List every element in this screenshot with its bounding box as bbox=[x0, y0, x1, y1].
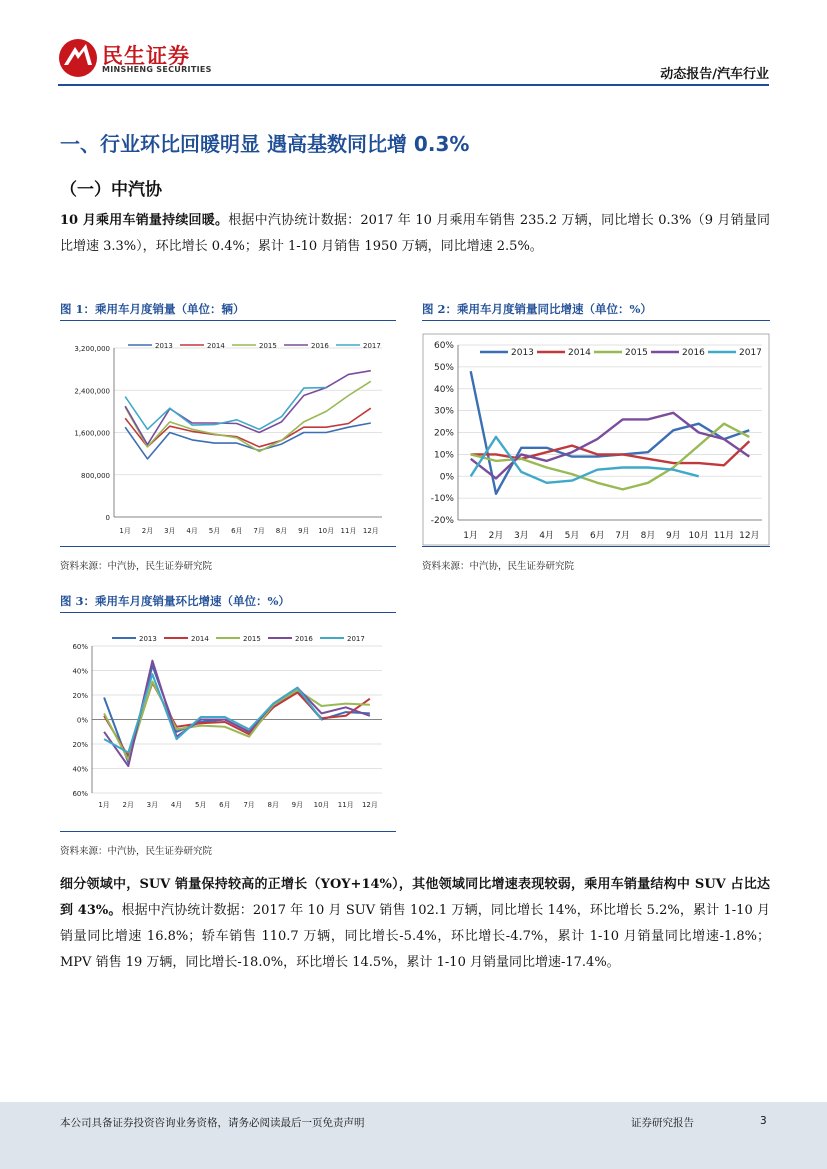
fig2-top-rule bbox=[422, 320, 770, 321]
legend-label-2016: 2016 bbox=[682, 348, 705, 358]
logo-cn-text: 民生证券 bbox=[102, 44, 190, 68]
legend-label-2017: 2017 bbox=[363, 342, 381, 350]
paragraph-1-body: 根据中汽协统计数据：2017 年 10 月乘用车销售 235.2 万辆，同比增长 0.3%（9 月销量同比增速 3.3%），环比增长 0.4%；累计 1-10 月销售 1950 万辆，同比增速 2.5%。 bbox=[60, 213, 770, 254]
y-tick-label: 50% bbox=[433, 362, 454, 373]
legend-label-2014: 2014 bbox=[568, 348, 591, 358]
x-tick-label: 5月 bbox=[564, 531, 580, 541]
x-tick-label: 8月 bbox=[275, 527, 288, 535]
x-tick-label: 4月 bbox=[539, 531, 555, 541]
fig3-title: 图 3：乘用车月度销量环比增速（单位：%） bbox=[60, 594, 290, 608]
y-tick-label: 30% bbox=[433, 406, 454, 417]
fig1-title: 图 1：乘用车月度销量（单位：辆） bbox=[60, 302, 245, 316]
legend-label-2015: 2015 bbox=[259, 342, 277, 350]
series-line-2016 bbox=[104, 661, 370, 766]
series-line-2013 bbox=[104, 666, 370, 763]
legend-label-2015: 2015 bbox=[243, 635, 261, 643]
logo-mark-icon bbox=[58, 38, 98, 78]
x-tick-label: 3月 bbox=[146, 801, 159, 809]
fig3-bottom-rule bbox=[60, 831, 396, 832]
x-tick-label: 11月 bbox=[340, 527, 357, 535]
x-tick-label: 12月 bbox=[362, 527, 379, 535]
legend-label-2014: 2014 bbox=[191, 635, 209, 643]
x-tick-label: 5月 bbox=[195, 801, 207, 809]
x-tick-label: 12月 bbox=[739, 531, 760, 541]
x-tick-label: 1月 bbox=[98, 801, 110, 809]
header-divider bbox=[58, 84, 769, 86]
footer-disclaimer: 本公司具备证券投资咨询业务资格，请务必阅读最后一页免责声明 bbox=[60, 1117, 365, 1129]
x-tick-label: 8月 bbox=[267, 801, 279, 809]
y-tick-label: 40% bbox=[72, 765, 88, 774]
x-tick-label: 1月 bbox=[119, 527, 131, 535]
fig2-title: 图 2：乘用车月度销量同比增速（单位：%） bbox=[422, 302, 652, 316]
y-tick-label: 20% bbox=[72, 692, 88, 700]
y-tick-label: 60% bbox=[433, 341, 454, 351]
footer-doc-type: 证券研究报告 bbox=[631, 1117, 694, 1129]
footer-bar bbox=[0, 1102, 827, 1169]
logo-en-text: MINSHENG SECURITIES bbox=[102, 65, 212, 74]
y-tick-label: 20% bbox=[72, 741, 88, 749]
x-tick-label: 5月 bbox=[208, 527, 221, 535]
x-tick-label: 3月 bbox=[164, 527, 176, 535]
x-tick-label: 1月 bbox=[463, 531, 479, 541]
y-tick-label: 0% bbox=[76, 716, 88, 725]
x-tick-label: 4月 bbox=[170, 801, 183, 809]
y-tick-label: -10% bbox=[430, 494, 454, 505]
x-tick-label: 10月 bbox=[313, 801, 330, 809]
page-number: 3 bbox=[760, 1115, 767, 1127]
x-tick-label: 2月 bbox=[122, 801, 134, 809]
fig1-top-rule bbox=[60, 320, 396, 321]
y-tick-label: 3,200,000 bbox=[74, 345, 110, 353]
x-tick-label: 6月 bbox=[219, 801, 231, 809]
y-tick-label: 20% bbox=[433, 428, 454, 439]
y-tick-label: 60% bbox=[72, 643, 88, 651]
paragraph-1 bbox=[60, 208, 770, 260]
legend-label-2013: 2013 bbox=[155, 342, 173, 350]
paragraph-2-lead: 细分领域中，SUV 销量保持较高的正增长（YOY+14%），其他领域同比增速表现较弱，乘用车销量结构中 SUV 占比达到 43%。 bbox=[60, 877, 770, 918]
x-tick-label: 6月 bbox=[589, 531, 605, 541]
fig3-source: 资料来源：中汽协，民生证券研究院 bbox=[60, 846, 213, 857]
x-tick-label: 9月 bbox=[665, 531, 681, 541]
report-type: 动态报告/汽车行业 bbox=[660, 67, 769, 82]
x-tick-label: 7月 bbox=[253, 527, 265, 535]
y-tick-label: 60% bbox=[72, 790, 88, 798]
x-tick-label: 11月 bbox=[337, 801, 354, 809]
fig1-source: 资料来源：中汽协，民生证券研究院 bbox=[60, 561, 213, 572]
fig3-top-rule bbox=[60, 612, 396, 613]
fig1-bottom-rule bbox=[60, 546, 396, 547]
x-tick-label: 12月 bbox=[361, 801, 378, 809]
y-tick-label: 800,000 bbox=[81, 471, 110, 480]
x-tick-label: 7月 bbox=[615, 531, 631, 541]
section-heading: 一、行业环比回暖明显 遇高基数同比增 0.3% bbox=[60, 132, 470, 156]
fig3-chart bbox=[60, 625, 396, 825]
y-tick-label: 10% bbox=[433, 450, 454, 461]
series-line-2017 bbox=[104, 674, 322, 752]
x-tick-label: 2月 bbox=[488, 531, 504, 541]
subsection-heading: （一）中汽协 bbox=[60, 180, 162, 200]
x-tick-label: 8月 bbox=[640, 531, 656, 541]
x-tick-label: 10月 bbox=[318, 527, 335, 535]
legend-label-2013: 2013 bbox=[139, 635, 157, 643]
x-tick-label: 10月 bbox=[688, 531, 709, 541]
logo bbox=[58, 38, 228, 80]
x-tick-label: 7月 bbox=[243, 801, 255, 809]
legend-label-2017: 2017 bbox=[739, 348, 762, 358]
x-tick-label: 11月 bbox=[713, 531, 735, 541]
x-tick-label: 4月 bbox=[186, 527, 198, 535]
paragraph-2-body: 根据中汽协统计数据：2017 年 10 月 SUV 销售 102.1 万辆，同比增长 14%，环比增长 5.2%，累计 1-10 月销量同比增速 16.8%；轿车销售 110.7 万辆，同比增长-5.4%，环比增长-4.7%，累计 1-10 月销量同比增速-1.8%；MPV 销售 19 万辆，同比增长-18.0%，环比增长 14.5%，累计 1-10 月销量同比增速-17.4%。 bbox=[60, 903, 770, 970]
y-tick-label: 2,400,000 bbox=[74, 387, 110, 396]
x-tick-label: 6月 bbox=[231, 527, 243, 535]
legend-label-2016: 2016 bbox=[311, 342, 329, 350]
x-tick-label: 2月 bbox=[141, 527, 154, 535]
paragraph-1-lead: 10 月乘用车销量持续回暖。 bbox=[60, 213, 229, 228]
y-tick-label: 0% bbox=[439, 472, 454, 483]
fig2-bottom-rule bbox=[422, 546, 770, 547]
fig1-chart bbox=[60, 330, 396, 543]
y-tick-label: 0 bbox=[105, 514, 110, 522]
y-tick-label: -20% bbox=[430, 516, 454, 526]
legend-label-2015: 2015 bbox=[625, 348, 648, 358]
y-tick-label: 40% bbox=[72, 667, 88, 676]
x-tick-label: 9月 bbox=[291, 801, 304, 809]
legend-label-2013: 2013 bbox=[511, 348, 534, 358]
legend-label-2014: 2014 bbox=[207, 342, 225, 350]
legend-label-2016: 2016 bbox=[295, 635, 313, 643]
y-tick-label: 1,600,000 bbox=[74, 429, 110, 438]
y-tick-label: 40% bbox=[433, 384, 454, 395]
legend-label-2017: 2017 bbox=[347, 635, 365, 643]
x-tick-label: 3月 bbox=[513, 531, 529, 541]
paragraph-2 bbox=[60, 872, 770, 976]
x-tick-label: 9月 bbox=[298, 527, 310, 535]
fig2-source: 资料来源：中汽协，民生证券研究院 bbox=[422, 561, 575, 572]
fig2-chart bbox=[422, 333, 770, 546]
